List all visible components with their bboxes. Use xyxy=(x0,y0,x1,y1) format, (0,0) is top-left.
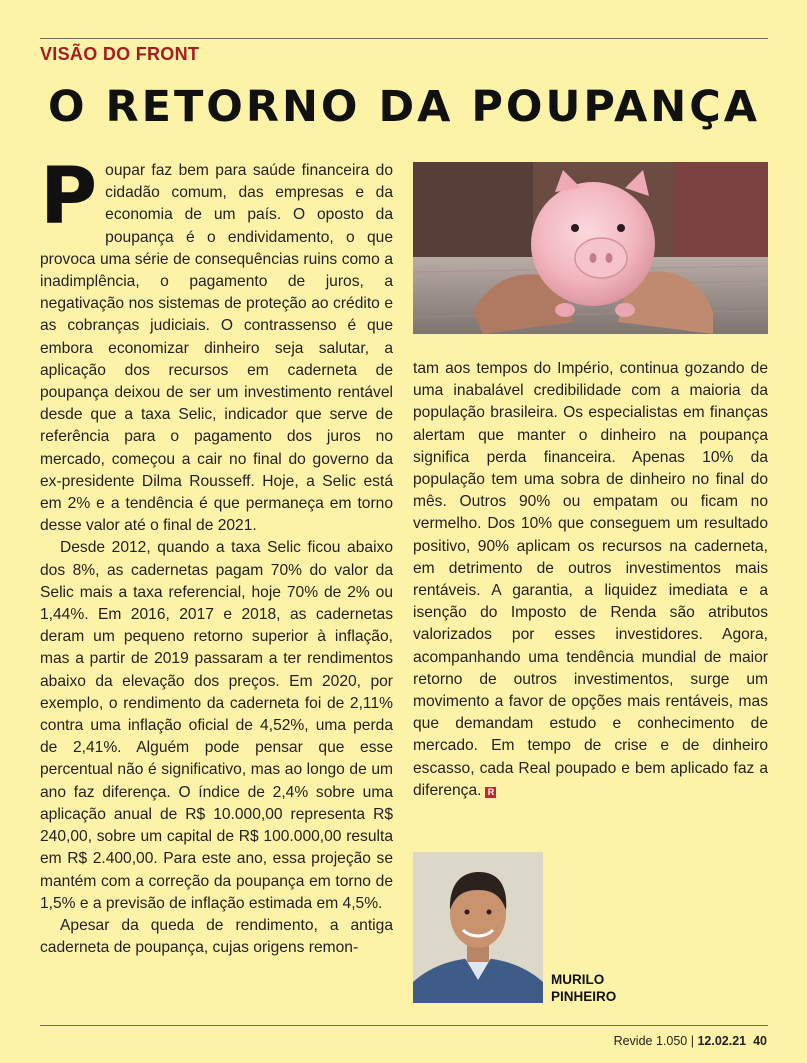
page-footer xyxy=(614,1034,767,1048)
author-portrait xyxy=(413,852,543,1003)
article-paragraph-4 xyxy=(413,358,768,802)
article-paragraph-3: Apesar da queda de rendimento, a antiga caderneta de poupança, cujas origens remon- xyxy=(40,916,393,957)
article-paragraph-2: Desde 2012, quando a taxa Selic ficou abaixo dos 8%, as cadernetas pagam 70% do valor da Selic mais a taxa referencial, hoje 70% de 2% ou 1,44%. Em 2016, 2017 e 2018, as cadernetas deram um pequeno retorno superior à inflação, mas a partir de 2019 passaram a ter rendimentos abaixo da elevação dos preços. Em 2020, por exemplo, o rendimento da caderneta foi de 2,11% contra uma inflação oficial de 4,52%, uma perda de 2,41%. Alguém pode pensar que esse percentual não é significativo, mas ao longo de um ano faz diferença. O índice de 2,4% sobre uma aplicação anual de R$ 10.000,00 representa R$ 240,00, sobre um capital de R$ 100.000,00 resulta em R$ 2.400,00. Para este ano, essa projeção se mantém com a correção da poupança em torno de 1,5% e a previsão de inflação estimada em 4,5%. xyxy=(40,539,393,912)
article-paragraph-1 xyxy=(40,152,393,537)
headline: O RETORNO DA POUPANÇA xyxy=(47,82,761,132)
piggy-bank-illustration xyxy=(413,162,768,334)
publication-issue: Revide 1.050 xyxy=(613,1034,688,1048)
author-photo xyxy=(413,852,543,1003)
section-label: VISÃO DO FRONT xyxy=(40,44,200,64)
issue-date: 12.02.21 xyxy=(697,1034,747,1048)
author-first-name: MURILO xyxy=(551,972,605,987)
page-number: 40 xyxy=(753,1034,767,1048)
article-right-column xyxy=(413,358,768,802)
top-rule xyxy=(40,38,768,39)
paragraph-text: oupar faz bem para saúde financeira do cidadão comum, das empresas e da economia de um país. O oposto da poupança é o endividamento, o que provoca uma série de consequências ruins como a inadimplência, o pagamento de juros, a negativação nos sistemas de proteção ao crédito e as cobranças judiciais. O contrassenso é que embora economizar dinheiro seja salutar, a aplicação dos recursos em caderneta de poupança deixou de ser um investimento rentável desde que a taxa Selic, indicador que serve de referência para o pagamento dos juros no mercado, começou a cair no final do governo da ex-presidente Dilma Rousseff. Hoje, a Selic está em 2% e a tendência é que permaneça em torno desse valor até o final de 2021. xyxy=(40,162,393,535)
drop-cap: P xyxy=(40,152,98,242)
footer-separator: | xyxy=(690,1034,694,1048)
article-left-column xyxy=(40,152,393,959)
author-last-name: PINHEIRO xyxy=(551,989,617,1004)
paragraph-text: tam aos tempos do Império, continua gozando de uma inabalável credibilidade com a maioria da população brasileira. Os especialistas em finanças alertam que manter o dinheiro na poupança significa perda financeira. Apenas 10% da população tem uma sobra de dinheiro no final do mês. Outros 90% ou empatam ou ficam no vermelho. Dos 10% que conseguem um resultado positivo, 90% aplicam os recursos na caderneta, em detrimento de outros investimentos mais rentáveis. A garantia, a liquidez imediata e a isenção do Imposto de Renda são atributos valorizados por esses investidores. Agora, acompanhando uma tendência mundial de maior retorno de outros investimentos, surge um movimento a favor de opções mais rentáveis, mas que demandam estudo e conhecimento de mercado. Em tempo de crise e de dinheiro escasso, cada Real poupado e bem aplicado faz a diferença. xyxy=(413,360,768,799)
bottom-rule xyxy=(40,1025,768,1026)
end-mark-icon: R xyxy=(485,787,496,798)
author-name xyxy=(551,971,616,1005)
piggy-bank-photo xyxy=(413,162,768,334)
